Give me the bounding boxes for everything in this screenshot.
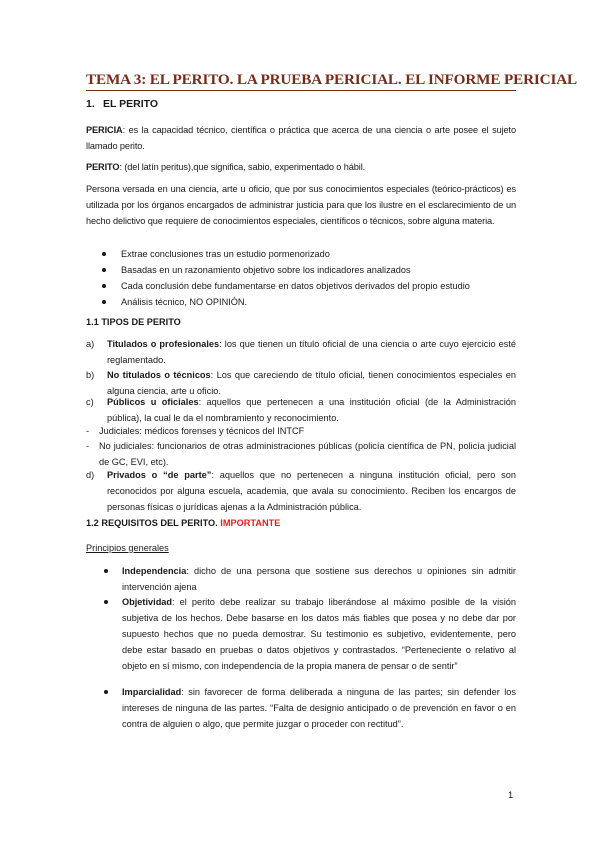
principio-text: : el perito debe realizar su trabajo liberándose al máximo posible de la visión subjetiva de los hechos. Debe basarse en los datos más fiables que posea y no debe dar por supuesto hechos que no pueda demostrar. Su testimonio es subjetivo, evidentemente, pero debe estar basado en pruebas o datos objetivos y contrastados. “Perteneciente o relativo al objeto en sí mismo, con independencia de la propia manera de pensar o de sentir” <box>122 597 516 671</box>
perito-text: : (del latín peritus),que significa, sabio, experimentado o hábil. <box>119 162 366 172</box>
tipo-text: : los que tienen un título oficial de una ciencia o arte cuyo ejercicio esté reglamentado. <box>107 339 516 365</box>
title-underline <box>86 90 516 91</box>
section-heading-el-perito <box>86 98 158 110</box>
persona-paragraph: Persona versada en una ciencia, arte u oficio, que por sus conocimientos especiales (teórico-prácticos) es utilizada por los órganos encargados de administrar justicia para que los ilustre en el esclarecimiento de un hecho delictivo que requiere de conocimientos especiales, científicos o técnicos, sobre alguna materia. <box>86 184 516 226</box>
dash-text: Judiciales: médicos forenses y técnicos del INTCF <box>99 426 305 436</box>
dash-mark: - <box>86 426 90 436</box>
dash-text: No judiciales: funcionarios de otras administraciones públicas (policía científica de PN, policía judicial de GC, EVI, etc). <box>99 441 516 467</box>
dash-item-judiciales <box>86 423 516 439</box>
tipo-c <box>86 394 517 426</box>
tipo-term: No titulados o técnicos <box>107 370 211 380</box>
tipo-text: : aquellos que no pertenecen a ninguna institución oficial, pero son reconocidos por alguna escuela, academia, que avala su conocimiento. Reciben los encargos de personas físicas o jurídicas ajenas a la Administración pública. <box>107 470 516 512</box>
tipo-term: Privados o “de parte” <box>107 470 212 480</box>
document-title: TEMA 3: EL PERITO. LA PRUEBA PERICIAL. EL INFORME PERICIAL <box>86 71 578 88</box>
pericia-definition <box>86 122 516 154</box>
principio-term: Imparcialidad <box>122 687 182 697</box>
tipo-label: b) <box>86 370 95 380</box>
requisitos-heading-text: 1.2 REQUISITOS DEL PERITO. <box>86 518 218 528</box>
principio-objetividad <box>122 594 516 674</box>
dash-mark: - <box>86 441 90 451</box>
perito-definition <box>86 159 516 175</box>
principios-subheading: Principios generales <box>86 543 169 553</box>
important-label: IMPORTANTE <box>220 518 281 528</box>
principio-independencia <box>122 563 516 595</box>
page-number: 1 <box>508 790 514 800</box>
subsection-heading-requisitos <box>86 518 280 528</box>
principio-text: : dicho de una persona que sostiene sus derechos u opiniones sin admitir intervención ajena <box>122 566 516 592</box>
tipo-label: c) <box>86 397 94 407</box>
section-heading-text: EL PERITO <box>103 98 159 110</box>
tipo-term: Titulados o profesionales <box>107 339 220 349</box>
dash-item-no-judiciales <box>86 438 516 470</box>
pericia-text: : es la capacidad técnico, científica o práctica que acerca de una ciencia o arte posee el sujeto llamado perito. <box>86 125 516 151</box>
tipo-text: : Los que careciendo de título oficial, tienen conocimientos especiales en alguna ciencia, arte u oficio. <box>107 370 516 396</box>
tipo-label: d) <box>86 470 95 480</box>
subsection-heading-tipos: 1.1 TIPOS DE PERITO <box>86 317 181 327</box>
principio-text: : sin favorecer de forma deliberada a ninguna de las partes; sin defender los intereses de ninguna de las partes. “Falta de designio anticipado o de prevención en favor o en contra de alguien o algo, que permite juzgar o proceder con rectitud”. <box>122 687 516 729</box>
principio-term: Independencia <box>122 566 187 576</box>
tipo-text: : aquellos que pertenecen a una institución oficial (de la Administración pública), la cual le da el nombramiento y reconocimiento. <box>107 397 517 423</box>
tipo-d <box>86 467 516 515</box>
tipo-term: Públicos u oficiales <box>107 397 199 407</box>
section-number: 1. <box>86 98 95 110</box>
perito-term: PERITO <box>86 162 120 172</box>
pericia-term: PERICIA <box>86 125 123 135</box>
tipo-a <box>86 336 516 368</box>
principio-imparcialidad <box>122 684 516 732</box>
tipo-label: a) <box>86 339 95 349</box>
principio-term: Objetividad <box>122 597 173 607</box>
